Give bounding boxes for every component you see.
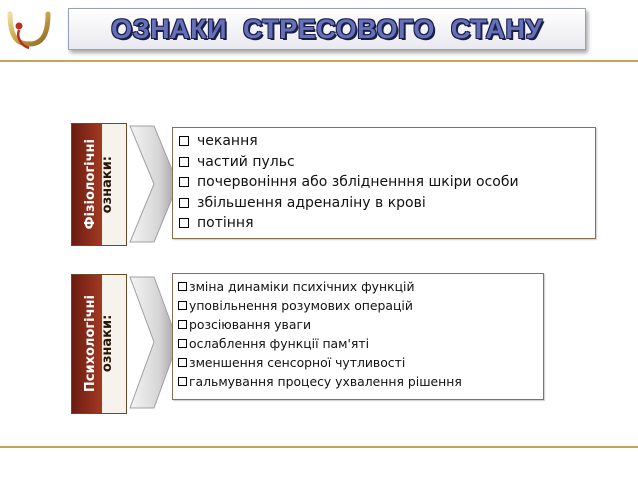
list-item-text: уповільнення розумових операцій <box>189 298 413 313</box>
category-subtitle: ознаки: <box>100 315 115 373</box>
checkbox-bullet-icon <box>178 301 187 310</box>
list-item <box>177 193 593 214</box>
list-item <box>177 172 593 193</box>
list-item <box>177 296 541 315</box>
page-title: ОЗНАКИ СТРЕСОВОГО СТАНУ <box>111 13 543 44</box>
list-item <box>177 277 541 296</box>
list-item <box>177 372 541 391</box>
physiological-signs-box <box>172 127 596 239</box>
checkbox-bullet-icon <box>178 320 187 329</box>
bottom-divider <box>0 446 638 448</box>
list-item-text: чекання <box>197 133 258 150</box>
list-item <box>177 334 541 353</box>
list-item-text: гальмування процесу ухвалення рішення <box>189 374 462 389</box>
checkbox-bullet-icon <box>178 358 187 367</box>
list-item-text: почервоніння або зблідненння шкіри особи <box>197 174 519 191</box>
checkbox-bullet-icon <box>178 377 187 386</box>
category-subtitle: ознаки: <box>100 155 115 214</box>
top-divider <box>0 60 638 62</box>
checkbox-bullet-icon <box>178 339 187 348</box>
psi-letter-icon <box>4 4 54 64</box>
list-item-text: ослаблення функції пам'яті <box>189 336 370 351</box>
category-label-physiological <box>71 123 127 246</box>
list-item <box>177 353 541 372</box>
checkbox-bullet-icon <box>179 157 189 167</box>
list-item-text: зменшення сенсорної чутливості <box>189 355 406 370</box>
list-item-text: потіння <box>197 215 254 232</box>
category-title: Психологічні <box>83 295 98 393</box>
list-item <box>177 315 541 334</box>
checkbox-bullet-icon <box>179 136 189 146</box>
list-item-text: розсіювання уваги <box>189 317 312 332</box>
list-item <box>177 152 593 173</box>
list-item <box>177 213 593 234</box>
psychological-signs-box <box>172 273 544 400</box>
list-item-text: зміна динаміки психічних функцій <box>189 279 415 294</box>
checkbox-bullet-icon <box>179 218 189 228</box>
list-item <box>177 131 593 152</box>
title-banner <box>68 8 586 50</box>
list-item-text: частий пульс <box>197 153 295 170</box>
checkbox-bullet-icon <box>178 282 187 291</box>
list-item-text: збільшення адреналіну в крові <box>197 194 426 211</box>
category-title: Фізіологічні <box>83 139 98 230</box>
checkbox-bullet-icon <box>179 198 189 208</box>
checkbox-bullet-icon <box>179 177 189 187</box>
category-label-psychological <box>71 274 127 414</box>
